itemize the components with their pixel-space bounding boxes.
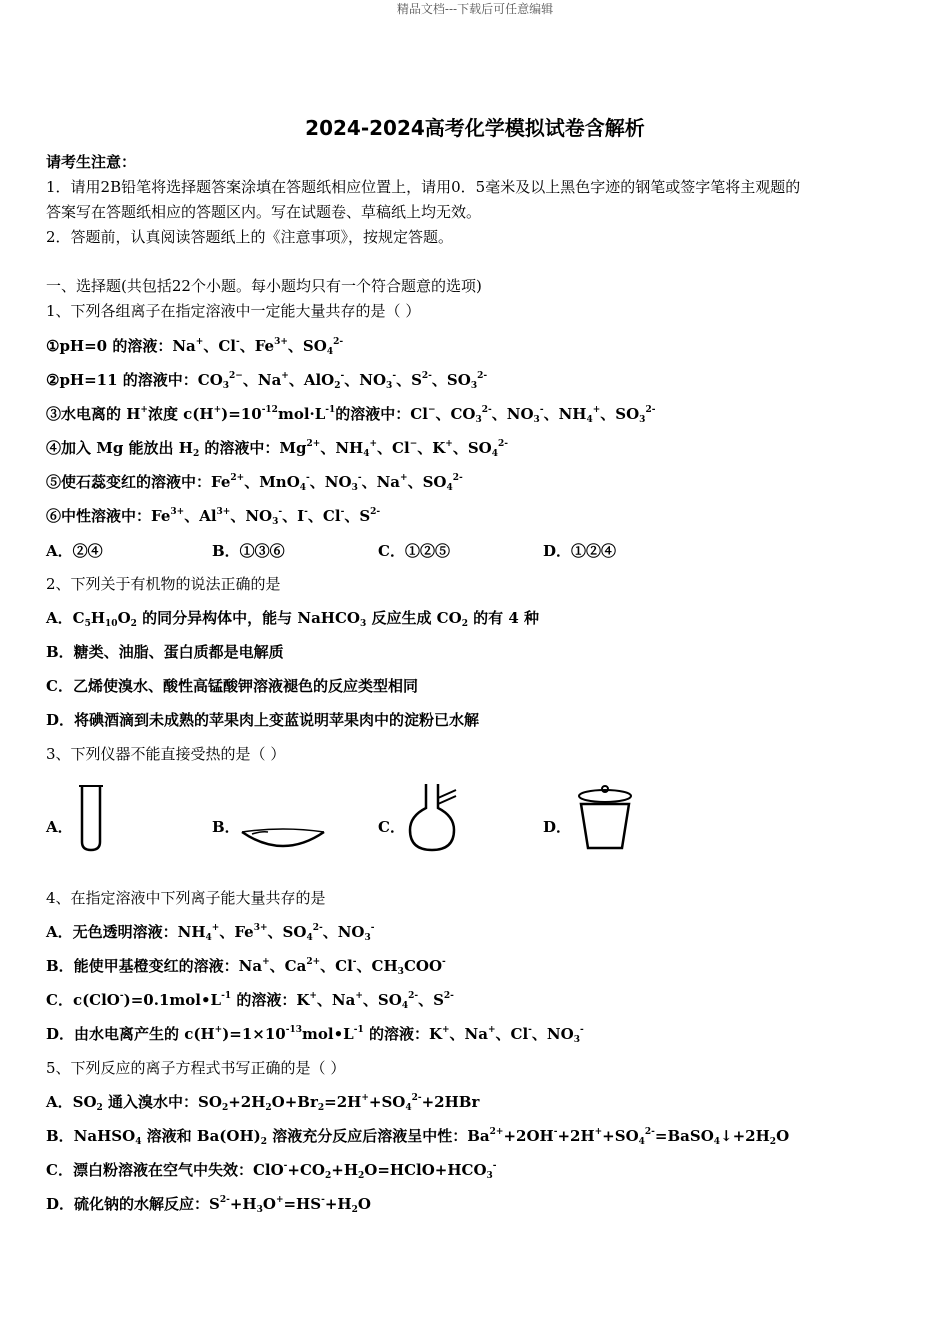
q5-option-c[interactable]: C．漂白粉溶液在空气中失效：$ClO^-+CO_2+H_2O=HClO+HCO_3^-$ (46, 1161, 497, 1181)
q5-option-a[interactable]: A．$SO_2$ 通入溴水中：$SO_2+2H_2O+Br_2=2H^++SO_4^{2-}+2HBr$ (46, 1093, 480, 1113)
q3-stem: 3、下列仪器不能直接受热的是（ ） (46, 745, 286, 763)
q2-option-c[interactable]: C．乙烯使溴水、酸性高锰酸钾溶液褪色的反应类型相同 (46, 677, 418, 695)
test-tube-icon (76, 782, 106, 854)
q4-option-d[interactable]: D．由水电离产生的 $c(H^+)=1\times 10^{-13}mol•L^{-1}$ 的溶液：K+、Na+、Cl-、$NO_3^-$ (46, 1025, 584, 1045)
q2-option-a[interactable]: A．$C_5H_{10}O_2$ 的同分异构体中，能与 NaHCO$_3$ 反应生成 $CO_2$ 的有 4 种 (46, 609, 540, 629)
page-title: 2024-2024高考化学模拟试卷含解析 (305, 116, 645, 140)
round-bottom-flask-icon (404, 780, 464, 856)
crucible-icon (574, 784, 636, 854)
q1-item-2: ②pH=11 的溶液中：$CO_3^{2-}$、Na+、AlO$_2$-、$NO_3^-$、$S^{2-}$、$SO_3^{2-}$ (46, 371, 488, 391)
q2-stem: 2、下列关于有机物的说法正确的是 (46, 575, 281, 593)
q1-option-a[interactable]: A．②④ (46, 542, 103, 560)
q4-option-b[interactable]: B．能使甲基橙变红的溶液：Na+、$Ca^{2+}$、Cl-、$CH_3COO^-$ (46, 957, 446, 977)
section-heading: 一、选择题(共包括22个小题。每小题均只有一个符合题意的选项) (46, 277, 482, 295)
q3-option-a[interactable]: A． (46, 818, 73, 836)
q4-option-a[interactable]: A．无色透明溶液：$NH_4^+$、$Fe^{3+}$、$SO_4^{2-}$、$NO_3^-$ (46, 923, 375, 943)
q1-stem: 1、下列各组离子在指定溶液中一定能大量共存的是（ ） (46, 302, 421, 320)
q2-option-d[interactable]: D．将碘酒滴到未成熟的苹果肉上变蓝说明苹果肉中的淀粉已水解 (46, 711, 480, 729)
evaporating-dish-icon (238, 808, 328, 856)
q1-item-3: ③水电离的 H+浓度 $c(H^+)=10^{-12}mol\cdot L^{-1}$的溶液中：Cl−、$CO_3^{2-}$、$NO_3^-$、$NH_4^+$、$SO_3^{2-}$ (46, 405, 656, 425)
q1-option-b[interactable]: B．①③⑥ (212, 542, 285, 560)
q3-option-d[interactable]: D． (543, 818, 572, 836)
notice-line2: 2．答题前，认真阅读答题纸上的《注意事项》，按规定答题。 (46, 228, 454, 246)
q1-item-5: ⑤使石蕊变红的溶液中：$Fe^{2+}$、MnO$_4$-、$NO_3^-$、Na+、$SO_4^{2-}$ (46, 473, 463, 493)
q1-option-d[interactable]: D．①②④ (543, 542, 617, 560)
q1-item-6: ⑥中性溶液中：$Fe^{3+}$、$Al^{3+}$、$NO_3^-$、I-、Cl-、$S^{2-}$ (46, 507, 381, 527)
q1-item-1: ①pH=0 的溶液：Na+、Cl-、$Fe^{3+}$、$SO_4^{2-}$ (46, 337, 344, 357)
q5-option-d[interactable]: D．硫化钠的水解反应：$S^{2-}+H_3O^+=HS^-+H_2O$ (46, 1195, 371, 1215)
notice-line1: 1．请用2B铅笔将选择题答案涂填在答题纸相应位置上，请用0．5毫米及以上黑色字迹的钢笔或签字笔将主观题的 (46, 178, 801, 196)
notice-line1b: 答案写在答题纸相应的答题区内。写在试题卷、草稿纸上均无效。 (46, 203, 482, 221)
page-header: 精品文档---下载后可任意编辑 (396, 2, 554, 16)
notice-heading: 请考生注意： (46, 153, 137, 171)
q5-stem: 5、下列反应的离子方程式书写正确的是（ ） (46, 1059, 346, 1077)
q4-option-c[interactable]: C．$c(ClO^-)=0.1mol•L^{-1}$ 的溶液：K+、Na+、$SO_4^{2-}$、$S^{2-}$ (46, 991, 454, 1011)
q1-option-c[interactable]: C．①②⑤ (378, 542, 450, 560)
q2-option-b[interactable]: B．糖类、油脂、蛋白质都是电解质 (46, 643, 284, 661)
q1-item-4: ④加入 Mg 能放出 $H_2$ 的溶液中：$Mg^{2+}$、$NH_4^+$、Cl−、K+、$SO_4^{2-}$ (46, 439, 508, 459)
q3-option-c[interactable]: C． (378, 818, 405, 836)
q4-stem: 4、在指定溶液中下列离子能大量共存的是 (46, 889, 326, 907)
q3-option-b[interactable]: B． (212, 818, 240, 836)
q5-option-b[interactable]: B．NaHSO$_4$ 溶液和 $Ba(OH)_2$ 溶液充分反应后溶液呈中性：$Ba^{2+}+2OH^-+2H^++SO_4^{2-}=BaSO_4↓+2H_2O$ (46, 1127, 790, 1147)
